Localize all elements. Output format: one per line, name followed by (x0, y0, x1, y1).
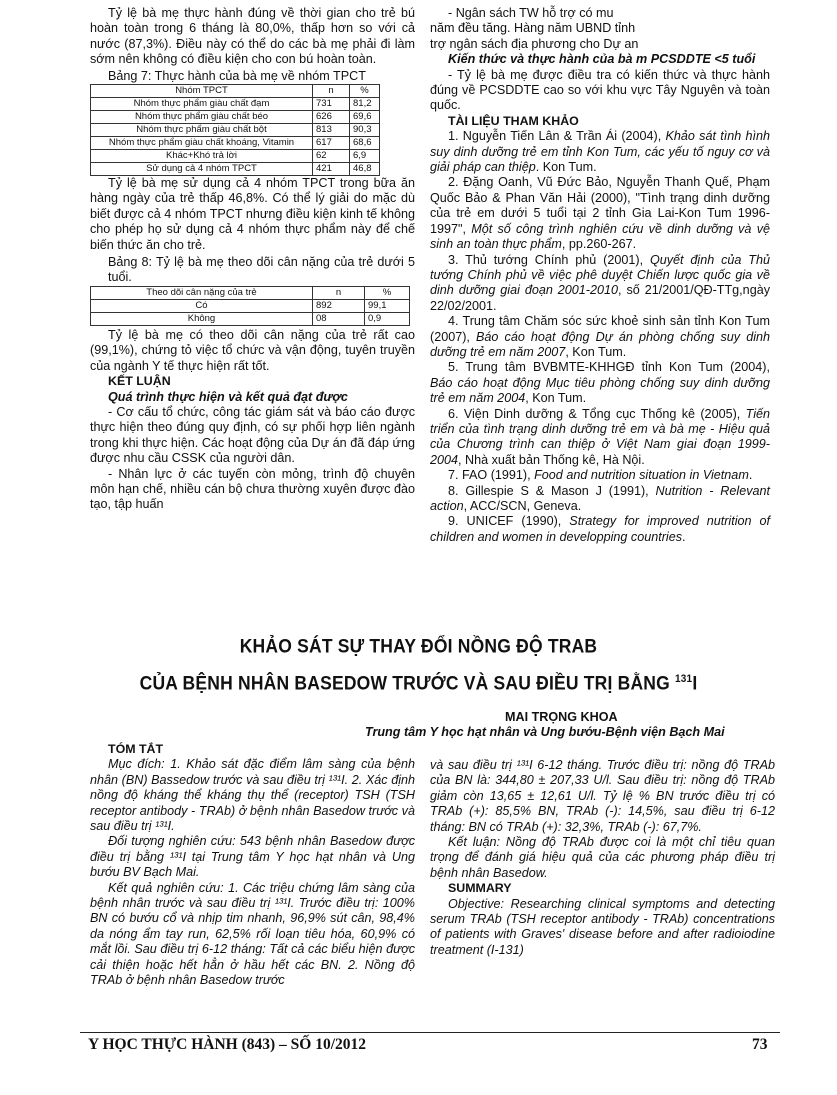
subsection-heading: Quá trình thực hiện và kết quả đạt được (108, 389, 348, 404)
reference-title: Food and nutrition situation in Vietnam (534, 468, 749, 483)
table-cell: 617 (313, 137, 350, 150)
abstract-paragraph: Kết quả nghiên cứu: 1. Các triệu chứng lâm sàng của bệnh nhân trước và sau điều trị ¹³¹I. Trước điều trị: 100% BN có bướu cổ và nhịp tim nhanh, 96,9% sút cân, 98,4% da nóng ẩm tay run, 62,5% rối loạn tiêu hóa, 60,9% có mắt lồi. Sau điều trị 6-12 tháng: Tất cả các biểu hiện được cải thiện hoặc hết hẳn ở hầu hết các BN. 2. Nồng độ TRAb ở bệnh nhân Basedow trước (90, 880, 415, 988)
table8 (90, 286, 410, 326)
paragraph: Tỷ lệ bà mẹ có theo dõi cân nặng của trẻ rất cao (99,1%), chứng tỏ việc tổ chức và vận động, tuyên truyền của ngành Y tế thực hiện rất tốt. (90, 327, 415, 373)
reference-item (430, 468, 770, 483)
reference-item (430, 175, 770, 252)
reference-item (430, 314, 770, 360)
right-column (430, 6, 770, 545)
table-cell: 69,6 (350, 111, 380, 124)
section-heading: TÓM TẮT (108, 742, 164, 756)
table7 (90, 84, 380, 176)
reference-text: 7. FAO (1991), (448, 468, 535, 483)
table-cell: Nhóm thực phẩm giàu chất khoáng, Vitamin (91, 137, 313, 150)
subsection-heading: Kiến thức và thực hành của bà m PCSDDTE <5 tuổi (448, 52, 756, 67)
reference-item (430, 360, 770, 406)
reference-text: 5. Trung tâm BVBMTE-KHHGĐ tỉnh Kon Tum (2004), (448, 360, 770, 375)
reference-title: Nutrition - Relevant action (430, 483, 770, 513)
table-cell: 731 (313, 98, 350, 111)
reference-text: , Kon Tum. (565, 344, 627, 359)
paragraph: - Tỷ lệ bà mẹ được điều tra có kiến thức và thực hành đúng về PCSDDTE cao so với khu vực Tây Nguyên và toàn quốc. (430, 67, 770, 113)
table-row (91, 150, 380, 163)
abstract-paragraph: Đối tượng nghiên cứu: 543 bệnh nhân Basedow được điều trị bằng ¹³¹I tại Trung tâm Y học hạt nhân và Ung bướu BV Bạch Mai. (90, 834, 415, 880)
reference-title: Báo cáo hoạt động Mục tiêu phòng chống suy dinh dưỡng trẻ em năm 2004 (430, 375, 770, 406)
reference-text: . (682, 529, 686, 544)
table-cell: 892 (313, 299, 365, 312)
paragraph: - Cơ cấu tổ chức, công tác giám sát và báo cáo được thực hiện theo đúng quy định, có sự phối hợp liên ngành trong khi thực hiện. Các hoạt động của Dự án đã đáp ứng được nhu cầu CSSK của người dân. (90, 404, 415, 466)
table-cell: Nhóm thực phẩm giàu chất bột (91, 124, 313, 137)
paragraph: trợ ngân sách địa phương cho Dự an (430, 36, 639, 51)
abstract-right-column (430, 758, 775, 958)
table-row (91, 111, 380, 124)
table-header-cell: Nhóm TPCT (91, 85, 313, 98)
table-header-cell: % (350, 85, 380, 98)
abstract-paragraph: và sau điều trị ¹³¹I 6-12 tháng. Trước điều trị: nồng độ TRAb của BN là: 344,80 ± 207,33 U/l. Sau điều trị: nồng độ TRAb giảm còn 13,65 ± 12,61 U/l. Tỷ lệ % BN trước điều trị có TRAb (+): 85,5% BN, TRAb (-): 14,5%, sau điều trị 6-12 tháng: BN có TRAb (+): 32,3%, TRAb (-): 67,7%. (430, 758, 775, 834)
section-heading: SUMMARY (448, 881, 512, 896)
reference-text: 3. Thủ tướng Chính phủ (2001), (448, 252, 650, 267)
footer-divider (80, 1032, 780, 1033)
table-cell: 626 (313, 111, 350, 124)
table-row (91, 163, 380, 176)
reference-text: , pp.260-267. (561, 237, 637, 252)
table-cell: 0,9 (365, 312, 410, 325)
reference-text: 2. Đặng Oanh, Vũ Đức Bảo, Nguyễn Thanh Quế, Phạm Quốc Bảo & Phan Văn Hải (2000), "Tình trạng dinh dưỡng của trẻ em dưới 5 tuổi tại 2 tỉnh Gia Lai-Kon Tum 1996-1997", (430, 175, 770, 236)
title-line: KHẢO SÁT SỰ THAY ĐỔI NỒNG ĐỘ TRAB (239, 634, 598, 658)
table-row (91, 312, 410, 325)
table-cell: 6,9 (350, 150, 380, 163)
reference-text: . Kon Tum. (535, 160, 597, 175)
table-header-cell: % (365, 286, 410, 299)
reference-text: 6. Viện Dinh dưỡng & Tổng cục Thống kê (2005), (448, 406, 746, 421)
reference-text: , ACC/SCN, Geneva. (463, 499, 582, 513)
reference-title: Một số công trình nghiên cứu về dinh dưỡng và vệ sinh an toàn thực phẩm (430, 221, 770, 252)
abstract-paragraph: Mục đích: 1. Khảo sát đặc điểm lâm sàng của bệnh nhân (BN) Bassedow trước và sau điều trị ¹³¹I. 2. Xác định nồng độ kháng thể kháng thụ thể (receptor) TSH (TSH receptor antibody - TRAb) ở bệnh nhân Basedow trước và sau điều trị ¹³¹I. (90, 757, 415, 834)
reference-item (430, 253, 770, 315)
reference-title: Khảo sát tình hình suy dinh dưỡng trẻ em tỉnh Kon Tum, các yếu tố nguy cơ và giải pháp can thiệp (430, 129, 771, 175)
reference-title: Tiến triển của tình trạng dinh dưỡng trẻ em và bà mẹ - Hiệu quả của Chương trình can thiệp ở Việt Nam giai đoạn 1999-2004 (430, 406, 770, 467)
table-row (91, 124, 380, 137)
left-column (90, 6, 415, 513)
table-cell: Sử dụng cả 4 nhóm TPCT (91, 163, 313, 176)
reference-title: Quyết định của Thủ tướng Chính phủ về việc phê duyệt Chiến lược quốc gia về dinh dưỡng giai đoạn 2001-2010 (430, 252, 770, 298)
reference-text: , Kon Tum. (525, 391, 587, 406)
article-title (0, 628, 837, 702)
table-cell: Nhóm thực phẩm giàu chất đạm (91, 98, 313, 111)
table-cell: 421 (313, 163, 350, 176)
reference-text: 1. Nguyễn Tiến Lân & Trần Ái (2004), (448, 129, 666, 144)
paragraph: Tỷ lệ bà mẹ thực hành đúng về thời gian cho trẻ bú hoàn toàn trong 6 tháng là 80,0%, thấp hơn so với cả nước (87,3%). Điều này có thể do các bà mẹ phải đi làm sớm nên không có điều kiện cho con bú hoàn toàn. (90, 6, 415, 67)
reference-list (430, 129, 770, 545)
table-cell: 99,1 (365, 299, 410, 312)
paragraph: - Ngân sách TW hỗ trợ có mu (448, 6, 614, 20)
reference-item (430, 514, 770, 545)
reference-item (430, 407, 770, 469)
table7-caption: Bảng 7: Thực hành của bà mẹ về nhóm TPCT (108, 68, 366, 83)
section-heading: KẾT LUẬN (108, 374, 171, 389)
reference-item (430, 484, 770, 515)
reference-text: 8. Gillespie S & Mason J (1991), (448, 483, 656, 498)
table-row (91, 137, 380, 150)
journal-footer: Y HỌC THỰC HÀNH (843) – SỐ 10/2012 (88, 1036, 367, 1053)
affiliation: Trung tâm Y học hạt nhân và Ung bướu-Bệnh viện Bạch Mai (365, 725, 725, 739)
table-cell: 08 (313, 312, 365, 325)
table8-caption: Bảng 8: Tỷ lệ bà mẹ theo dõi cân nặng của trẻ dưới 5 tuổi. (108, 255, 415, 285)
table-cell: 90,3 (350, 124, 380, 137)
table-header-cell: Theo dõi cân nặng của trẻ (91, 286, 313, 299)
table-row (91, 299, 410, 312)
reference-text: 9. UNICEF (1990), (448, 514, 570, 529)
title-superscript: 131 (675, 673, 693, 686)
page-number: 73 (752, 1036, 768, 1053)
table-cell: Khác+Khó trả lời (91, 150, 313, 163)
table-header-cell: n (313, 85, 350, 98)
table-header-row (91, 286, 410, 299)
title-text: I (692, 671, 698, 695)
author: MAI TRỌNG KHOA (505, 710, 618, 724)
summary-paragraph: Objective: Researching clinical symptoms and detecting serum TRAb (TSH receptor antibody - TRAb) concentrations of patients with Graves' disease before and after radioiodine treatment (I-131) (430, 896, 775, 957)
paragraph: năm đều tăng. Hàng năm UBND tỉnh (430, 21, 636, 36)
table-cell: Không (91, 312, 313, 325)
table-cell: 62 (313, 150, 350, 163)
abstract-left-column (90, 742, 415, 989)
reference-item (430, 129, 770, 175)
table-cell: 81,2 (350, 98, 380, 111)
reference-text: , Nhà xuất bản Thống kê, Hà Nội. (458, 452, 645, 467)
section-heading: TÀI LIỆU THAM KHẢO (448, 113, 579, 128)
table-cell: Có (91, 299, 313, 312)
paragraph: Tỷ lệ bà mẹ sử dụng cả 4 nhóm TPCT trong bữa ăn hàng ngày của trẻ thấp 46,8%. Có thể lý giải do mặc dù biết được cả 4 nhóm TPCT nhưng điều kiện kinh tế không cho phép họ sử dụng cả 4 nhóm thực phẩm này để chế biến thức ăn cho trẻ. (90, 176, 415, 252)
reference-text: 4. Trung tâm Chăm sóc sức khoẻ sinh sản tỉnh Kon Tum (2007), (430, 314, 770, 344)
table-cell: 68,6 (350, 137, 380, 150)
title-text: CỦA BỆNH NHÂN BASEDOW TRƯỚC VÀ SAU ĐIỀU TRỊ BẰNG (139, 671, 676, 695)
table-header-cell: n (313, 286, 365, 299)
table-cell: 813 (313, 124, 350, 137)
table-row (91, 98, 380, 111)
title-line (0, 665, 837, 702)
reference-text: . (748, 468, 753, 483)
table-cell: Nhóm thực phẩm giàu chất béo (91, 111, 313, 124)
abstract-paragraph: Kết luận: Nồng độ TRAb được coi là một chỉ tiêu quan trọng để đánh giá hiệu quả của các phương pháp điều trị bệnh nhân Basedow. (430, 835, 775, 880)
reference-title: Strategy for improved nutrition of children and women in developping countries (430, 514, 771, 544)
reference-title: Báo cáo hoạt động Dự án phòng chống suy dinh dưỡng trẻ em năm 2007 (430, 329, 771, 359)
paragraph: - Nhân lực ở các tuyến còn mỏng, trình độ chuyên môn hạn chế, nhiều cán bộ chưa thường xuyên được đào tạo, tập huấn (90, 466, 415, 512)
reference-text: , số 21/2001/QĐ-TTg,ngày 22/02/2001. (430, 283, 770, 313)
table-header-row (91, 85, 380, 98)
table-cell: 46,8 (350, 163, 380, 176)
